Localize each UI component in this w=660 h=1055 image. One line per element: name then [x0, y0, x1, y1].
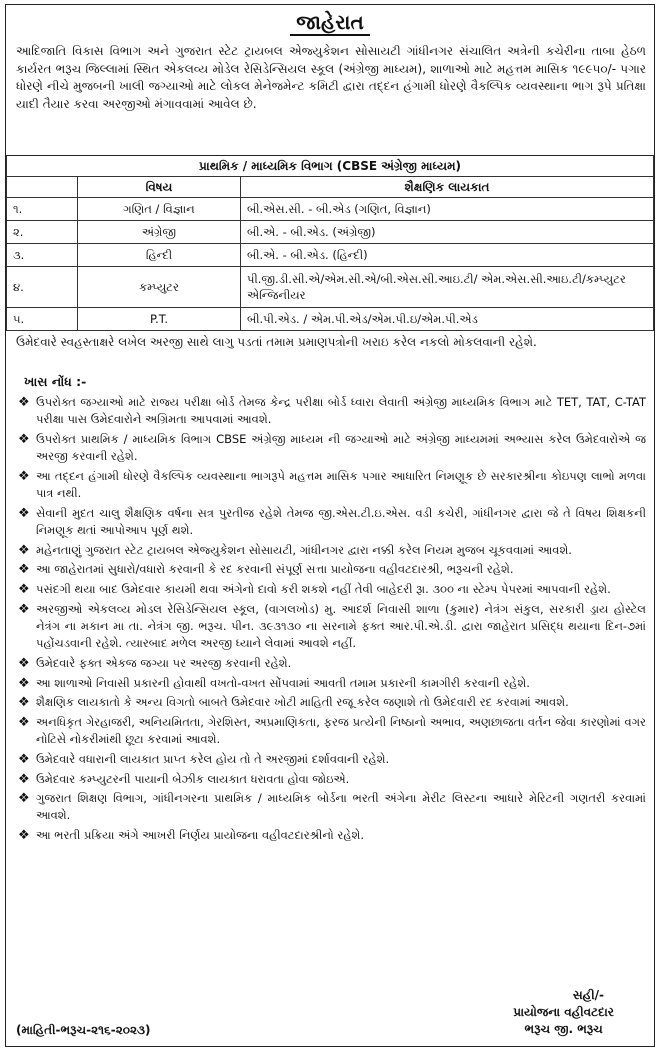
list-item — [18, 431, 646, 465]
list-item — [18, 751, 646, 768]
list-item — [18, 601, 646, 653]
diamond-bullet-icon: ❖ — [18, 468, 30, 484]
list-item — [18, 714, 646, 748]
note-text: અરજીઓ એકલવ્ય મોડલ રેસિડેન્સિયલ સ્કૂલ, (વાગલખોડ) મુ. આદર્શ નિવાસી શાળા (કુમાર) નેત્રંગ સંકુલ, સરકારી ડ્રાય હોસ્ટેલ નેત્રંગ ના મકાન મા તા. નેત્રંગ જી. ભરૂચ. પીન. ૩૯૩૧૩૦ ના સરનામે ફક્ત આર.પી.એ.ડી. દ્વારા જાહેરાત પ્રસિદ્ધ થયાના દિન-૭માં પહોંચડવાની રહેશે. ત્યારબાદ મળેલ અરજી ધ્યાને લેવામાં આવશે નહીં. — [36, 601, 646, 651]
note-text: ગુજરાત શિક્ષણ વિભાગ, ગાંધીનગરના પ્રાથમિક / માધ્યમિક બોર્ડના ભરતી અંગેના મેરીટ લિસ્ટના આધારે મેરિટની ગણતરી કરવામાં આવશે. — [36, 791, 646, 823]
list-item — [18, 675, 646, 692]
row-subject: અંગ્રેજી — [78, 221, 241, 244]
row-sr: ૪. — [7, 267, 78, 308]
row-sr: ૧. — [7, 198, 78, 221]
row-qualification: પી.જી.ડી.સી.એ/એમ.સી.એ/બી.એસ.સી.આઇ.ટી/ એમ.એસ.સી.આઇ.ટી/કમ્પ્યુટર એન્જિનીયર — [241, 267, 654, 308]
signature-block — [513, 987, 614, 1038]
row-sr: ૫. — [7, 308, 78, 331]
note-text: આ જાહેરાતમાં સુધારો/વધારો કરવાની કે રદ કરવાની સંપૂર્ણ સત્તા પ્રાયોજના વહીવટદારશ્રી, ભરૂચની રહેશે. — [36, 562, 514, 577]
note-text: ઉમેદવારે વધારાની લાયકાત પ્રાપ્ત કરેલ હોય તો તે અરજીમાં દર્શાવવાની રહેશે. — [36, 751, 390, 766]
row-qualification: બી.એસ.સી. - બી.એડ (ગણિત, વિજ્ઞાન) — [241, 198, 654, 221]
list-item — [18, 542, 646, 559]
page-title: જાહેરાત — [290, 11, 369, 36]
row-subject: ગણિત / વિજ્ઞાન — [78, 198, 241, 221]
note-text: મહેનતાણું ગુજરાત સ્ટેટ ટ્રાયબલ એજ્યુકેશન સોસાયટી, ગાંધીનગર દ્વારા નક્કી કરેલ નિયમ મુજબ ચૂકવવામાં આવશે. — [36, 542, 572, 557]
diamond-bullet-icon: ❖ — [18, 751, 30, 767]
table-row — [7, 267, 654, 308]
row-qualification: બી.એ. - બી.એડ. (હિન્દી) — [241, 244, 654, 267]
diamond-bullet-icon: ❖ — [18, 675, 30, 691]
signature-mark: સહી/- — [572, 988, 604, 1002]
advertisement-page — [5, 4, 655, 1047]
col-header-subject: વિષય — [78, 177, 241, 198]
diamond-bullet-icon: ❖ — [18, 582, 30, 598]
list-item — [18, 827, 646, 844]
row-sr: ૨. — [7, 221, 78, 244]
diamond-bullet-icon: ❖ — [18, 714, 30, 730]
table-row — [7, 308, 654, 331]
col-header-qualification: શૈક્ષણિક લાયકાત — [241, 177, 654, 198]
row-subject: હિન્દી — [78, 244, 241, 267]
diamond-bullet-icon: ❖ — [18, 791, 30, 807]
diamond-bullet-icon: ❖ — [18, 601, 30, 617]
notes-title: ખાસ નોંધ :- — [24, 374, 87, 389]
list-item — [18, 581, 646, 598]
row-subject: કમ્પ્યુટર — [78, 267, 241, 308]
diamond-bullet-icon: ❖ — [18, 655, 30, 671]
list-item — [18, 655, 646, 672]
diamond-bullet-icon: ❖ — [18, 771, 30, 787]
list-item — [18, 505, 646, 539]
table-row — [7, 244, 654, 267]
list-item — [18, 468, 646, 502]
diamond-bullet-icon: ❖ — [18, 542, 30, 558]
title-wrap — [6, 5, 654, 41]
note-text: ઉપરોક્ત જગ્યાઓ માટે રાજ્ય પરીક્ષા બોર્ડ તેમજ કેન્દ્ર પરીક્ષા બોર્ડ ધ્વારા લેવાતી અંગ્રેજી માધ્યમિક વિભાગ માટે TET, TAT, C-TAT પરીક્ષા પાસ ઉમેદવારોને અગ્રિમતા આપવામાં આવશે. — [36, 395, 646, 427]
diamond-bullet-icon: ❖ — [18, 828, 30, 844]
list-item — [18, 771, 646, 788]
col-header-sr — [7, 177, 78, 198]
intro-paragraph: આદિજાતિ વિકાસ વિભાગ અને ગુજરાત સ્ટેટ ટ્રાયબલ એજ્યુકેશન સોસાયટી ગાંધીનગર સંચાલિત અત્રેની કચેરીના તાબા હેઠળ કાર્યરત ભરૂચ જિલ્લામાં સ્થિત એકલવ્ય મોડેલ રેસિડેન્સિયલ સ્કૂલ (અંગ્રેજી માધ્યમ), શાળાઓ માટે મહત્તમ માસિક ૧૯૯૫૦/- પગાર ધોરણે નીચે મુજબની ખાલી જગ્યાઓ માટે લોકલ મેનેજમેન્ટ કમિટી દ્વારા તદ્દન હંગામી ધોરણે વૈકલ્પિક વ્યવસ્થાના ભાગ રૂપે પ્રતિક્ષા યાદી તૈયાર કરવા અરજીઓ મંગાવવામાં આવેલ છે. — [16, 44, 646, 111]
diamond-bullet-icon: ❖ — [18, 431, 30, 447]
row-qualification: બી.એ. - બી.એડ. (અંગ્રેજી) — [241, 221, 654, 244]
diamond-bullet-icon: ❖ — [18, 505, 30, 521]
table-caption: પ્રાથમિક / માધ્યમિક વિભાગ (CBSE અંગ્રેજી માધ્યમ) — [7, 156, 654, 177]
diamond-bullet-icon: ❖ — [18, 395, 30, 410]
table-row — [7, 221, 654, 244]
signatory-title: પ્રાયોજના વહીવટદાર — [513, 1005, 614, 1019]
note-text: આ શાળાઓ નિવાસી પ્રકારની હોવાથી વખતો-વખત સોંપવામાં આવતી તમામ પ્રકારની કામગીરી કરવાની રહેશે. — [36, 675, 530, 690]
list-item — [18, 394, 646, 428]
note-text: આ તદ્દન હંગામી ધોરણે વૈકલ્પિક વ્યવસ્થાના ભાગરૂપે મહત્તમ માસિક પગાર આધારિત નિમણૂક છે સરકારશ્રીના કોઇપણ લાભો મળવા પાત્ર નથી. — [36, 468, 646, 501]
note-text: પસંદગી થયા બાદ ઉમેદવાર કાયમી થવા અંગેનો દાવો કરી શકશે નહીં તેવી બાહેદરી રૂા. ૩૦૦ ના સ્ટેમ્પ પેપરમાં આપવાની રહેશે. — [36, 582, 611, 597]
note-text: ઉપરોક્ત પ્રાથમિક / માધ્યમિક વિભાગ CBSE અંગ્રેજી માધ્યમ ની જગ્યાઓ માટે અંગ્રેજી માધ્યમમાં અભ્યાસ કરેલ ઉમેદવારોએ જ અરજી કરવાની રહેશે. — [36, 431, 646, 464]
list-item — [18, 790, 646, 824]
reference-number: (માહિતી-ભરૂચ-૨૧૬-૨૦૨૩) — [16, 1023, 151, 1037]
row-subject: P.T. — [78, 308, 241, 331]
diamond-bullet-icon: ❖ — [18, 695, 30, 711]
qualification-table — [6, 155, 654, 331]
row-qualification: બી.પી.એડ. / એમ.પી.એડ/એમ.પી.ઇ/એમ.પી.એડ — [241, 308, 654, 331]
note-text: આ ભરતી પ્રક્રિયા અંગે આખરી નિર્ણય પ્રાયોજના વહીવટદારશ્રીનો રહેશે. — [36, 828, 365, 843]
note-text: સેવાની મુદત ચાલુ શૈક્ષણિક વર્ષના સત્ર પુરતીજ રહેશે તેમજ જી.એસ.ટી.ઇ.એસ. વડી કચેરી, ગાંધીનગર દ્વારા જે તે વિષય શિક્ષકની નિમણૂક થતાં આપોઆપ પૂર્ણ થશે. — [36, 505, 646, 537]
note-text: શૈક્ષણિક લાયકાતો કે અન્ય વિગતો બાબતે ઉમેદવાર ખોટી માહિતી રજૂ કરેલ જણાશે તો ઉમેદવારી રદ કરવામાં આવશે. — [36, 695, 569, 710]
notes-list — [6, 394, 654, 844]
row-sr: ૩. — [7, 244, 78, 267]
list-item — [18, 694, 646, 711]
note-text: ઉમેદવારે ફક્ત એકજ જગ્યા પર અરજી કરવાની રહેશે. — [36, 655, 292, 670]
application-note: ઉમેદવારે સ્વહસ્તાક્ષરે લખેલ અરજી સાથે લાગુ પડતાં તમામ પ્રમાણપત્રોની ખરાઇ કરેલ નકલો મોકલવાની રહેશે. — [16, 335, 537, 349]
list-item — [18, 561, 646, 578]
diamond-bullet-icon: ❖ — [18, 562, 30, 578]
note-text: અનધિકૃત ગેરહાજરી, અનિયમિતતા, ગેરશિસ્ત, અપ્રમાણિકતા, ફરજ પ્રત્યેની નિષ્ઠાનો અભાવ, અણછાજતા વર્તન જેવા કારણોમાં વગર નોટિસે નોકરીમાંથી છૂટા કરવામાં આવશે. — [36, 714, 646, 747]
table-row — [7, 198, 654, 221]
note-text: ઉમેદવાર કમ્પ્યુટરની પાયાની બેઝીક લાયકાત ધરાવતા હોવા જોઇએ. — [36, 771, 350, 786]
signatory-location: ભરૂચ જી. ભરૂચ — [524, 1022, 603, 1036]
